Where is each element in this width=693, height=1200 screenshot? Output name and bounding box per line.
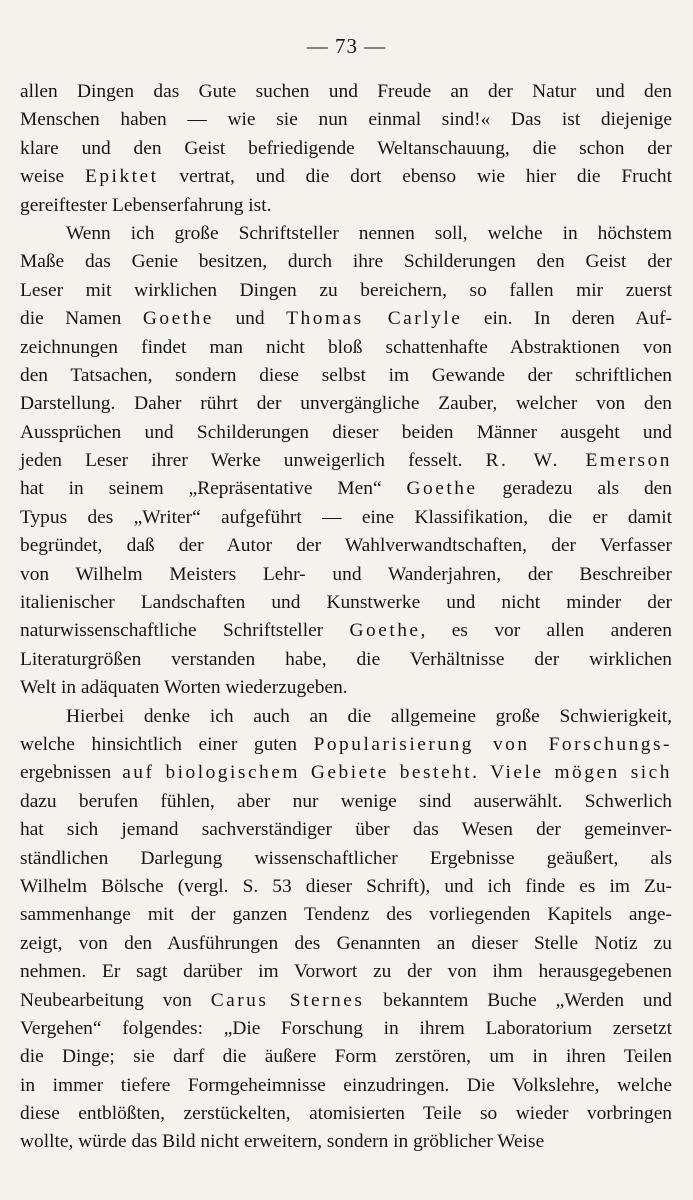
paragraph	[20, 78, 672, 220]
text-line	[20, 1015, 672, 1043]
spaced-emphasis: Goethe	[142, 308, 214, 330]
text-segment: Literaturgrößen verstanden habe, die Verhältnisse der wirklichen	[20, 648, 672, 670]
text-line	[20, 447, 672, 475]
text-segment: die Namen	[20, 308, 143, 330]
text-line	[20, 617, 672, 645]
text-segment: naturwissenschaftliche Schriftsteller	[20, 620, 350, 642]
text-segment: diese entblößten, zerstückelten, atomisierten Teile so wieder vorbringen	[20, 1103, 672, 1125]
text-segment: den Tatsachen, sondern diese selbst im Gewande der schriftlichen	[20, 364, 672, 386]
paragraph	[20, 220, 672, 703]
text-line	[20, 192, 672, 220]
text-line	[20, 731, 672, 759]
text-segment: Neubearbeitung von	[20, 989, 211, 1011]
text-line	[20, 1128, 672, 1156]
text-line	[20, 334, 672, 362]
text-line	[20, 703, 672, 731]
text-segment: Vergehen“ folgendes: „Die Forschung in ihrem Laboratorium zersetzt	[20, 1017, 672, 1039]
text-line	[20, 816, 672, 844]
text-line	[20, 788, 672, 816]
spaced-emphasis: R. W. Emerson	[485, 450, 672, 472]
text-line	[20, 987, 672, 1015]
text-segment: sammenhange mit der ganzen Tendenz des vorliegenden Kapitels ange-	[20, 904, 672, 926]
text-segment: jeden Leser ihrer Werke unweigerlich fesselt.	[20, 450, 486, 472]
text-segment: Welt in adäquaten Worten wiederzugeben.	[20, 677, 348, 699]
text-line	[20, 390, 672, 418]
text-line	[20, 248, 672, 276]
text-line	[20, 475, 672, 503]
text-segment: zeichnungen findet man nicht bloß schattenhafte Abstraktionen von	[20, 336, 672, 358]
text-line	[20, 589, 672, 617]
text-segment: hat sich jemand sachverständiger über das Wesen der gemeinver-	[20, 819, 672, 841]
text-line	[20, 277, 672, 305]
paragraph	[20, 703, 672, 1157]
text-segment: welche hinsichtlich einer guten	[20, 733, 314, 755]
spaced-emphasis: Epiktet	[85, 166, 159, 188]
text-line	[20, 646, 672, 674]
page-number: — 73 —	[306, 34, 387, 58]
text-segment: Typus des „Writer“ aufgeführt — eine Klassifikation, die er damit	[20, 506, 672, 528]
text-segment: , es vor allen anderen	[420, 620, 672, 642]
text-segment: von Wilhelm Meisters Lehr- und Wanderjahren, der Beschreiber	[20, 563, 672, 585]
text-line	[20, 674, 672, 702]
text-segment: ständlichen Darlegung wissenschaftlicher Ergebnisse geäußert, als	[20, 847, 672, 869]
document-body	[20, 78, 672, 1157]
text-segment: Wilhelm Bölsche (vergl. S. 53 dieser Schrift), und ich finde es im Zu-	[20, 875, 672, 897]
text-segment: begründet, daß der Autor der Wahlverwandtschaften, der Verfasser	[20, 535, 672, 557]
text-line	[20, 135, 672, 163]
spaced-emphasis: Goethe	[406, 478, 478, 500]
text-segment: dazu berufen fühlen, aber nur wenige sind auserwählt. Schwerlich	[20, 790, 672, 812]
text-line	[20, 759, 672, 787]
text-line	[20, 1043, 672, 1071]
text-segment: allen Dingen das Gute suchen und Freude an der Natur und den	[20, 81, 672, 102]
text-segment: gereiftester Lebenserfahrung ist.	[20, 194, 272, 216]
text-segment: weise	[20, 166, 86, 188]
text-segment: Darstellung. Daher rührt der unvergängliche Zauber, welcher von den	[20, 393, 672, 415]
text-segment: vertrat, und die dort ebenso wie hier die Frucht	[158, 166, 673, 188]
spaced-emphasis: auf biologischem Gebiete besteht. Viele mögen sich	[111, 762, 672, 784]
text-segment: Menschen haben — wie sie nun einmal sind!« Das ist diejenige	[20, 109, 672, 131]
spaced-emphasis: Thomas Carlyle	[286, 308, 463, 330]
text-line	[20, 419, 672, 447]
text-segment: wollte, würde das Bild nicht erweitern, sondern in gröblicher Weise	[20, 1131, 545, 1153]
text-segment: geradezu als den	[477, 478, 672, 500]
text-line	[20, 930, 672, 958]
text-segment: italienischer Landschaften und Kunstwerke und nicht minder der	[20, 592, 672, 614]
text-segment: klare und den Geist befriedigende Weltanschauung, die schon der	[20, 137, 672, 159]
spaced-emphasis: Carus Sternes	[210, 989, 365, 1011]
text-line	[20, 561, 672, 589]
text-line	[20, 163, 672, 191]
text-line	[20, 532, 672, 560]
text-segment: ergebnissen	[20, 762, 112, 784]
text-segment: in immer tiefere Formgeheimnisse einzudringen. Die Volkslehre, welche	[20, 1074, 672, 1096]
text-line	[20, 873, 672, 901]
text-line	[20, 78, 672, 106]
spaced-emphasis: Goethe	[349, 620, 421, 642]
text-line	[20, 106, 672, 134]
text-segment: Wenn ich große Schriftsteller nennen soll, welche in höchstem	[66, 222, 672, 244]
text-segment: nehmen. Er sagt darüber im Vorwort zu der von ihm herausgegebenen	[20, 961, 672, 983]
text-segment: Aussprüchen und Schilderungen dieser beiden Männer ausgeht und	[20, 421, 672, 443]
text-line	[20, 1100, 672, 1128]
text-line	[20, 845, 672, 873]
text-segment: bekanntem Buche „Werden und	[364, 989, 673, 1011]
text-line	[20, 220, 672, 248]
text-segment: zeigt, von den Ausführungen des Genannten an dieser Stelle Notiz zu	[20, 932, 672, 954]
text-segment: und	[213, 308, 287, 330]
spaced-emphasis: Popularisierung von Forschungs-	[313, 733, 673, 755]
text-segment: Maße das Genie besitzen, durch ihre Schilderungen den Geist der	[20, 251, 672, 273]
text-segment: ein. In deren Auf-	[462, 308, 672, 330]
text-line	[20, 1072, 672, 1100]
text-segment: Leser mit wirklichen Dingen zu bereichern, so fallen mir zuerst	[20, 279, 672, 301]
text-line	[20, 958, 672, 986]
text-segment: die Dinge; sie darf die äußere Form zerstören, um in ihren Teilen	[20, 1046, 672, 1068]
text-segment: hat in seinem „Repräsentative Men“	[20, 478, 407, 500]
text-line	[20, 504, 672, 532]
text-segment: Hierbei denke ich auch an die allgemeine große Schwierigkeit,	[66, 705, 672, 727]
text-line	[20, 901, 672, 929]
text-line	[20, 305, 672, 333]
text-line	[20, 362, 672, 390]
